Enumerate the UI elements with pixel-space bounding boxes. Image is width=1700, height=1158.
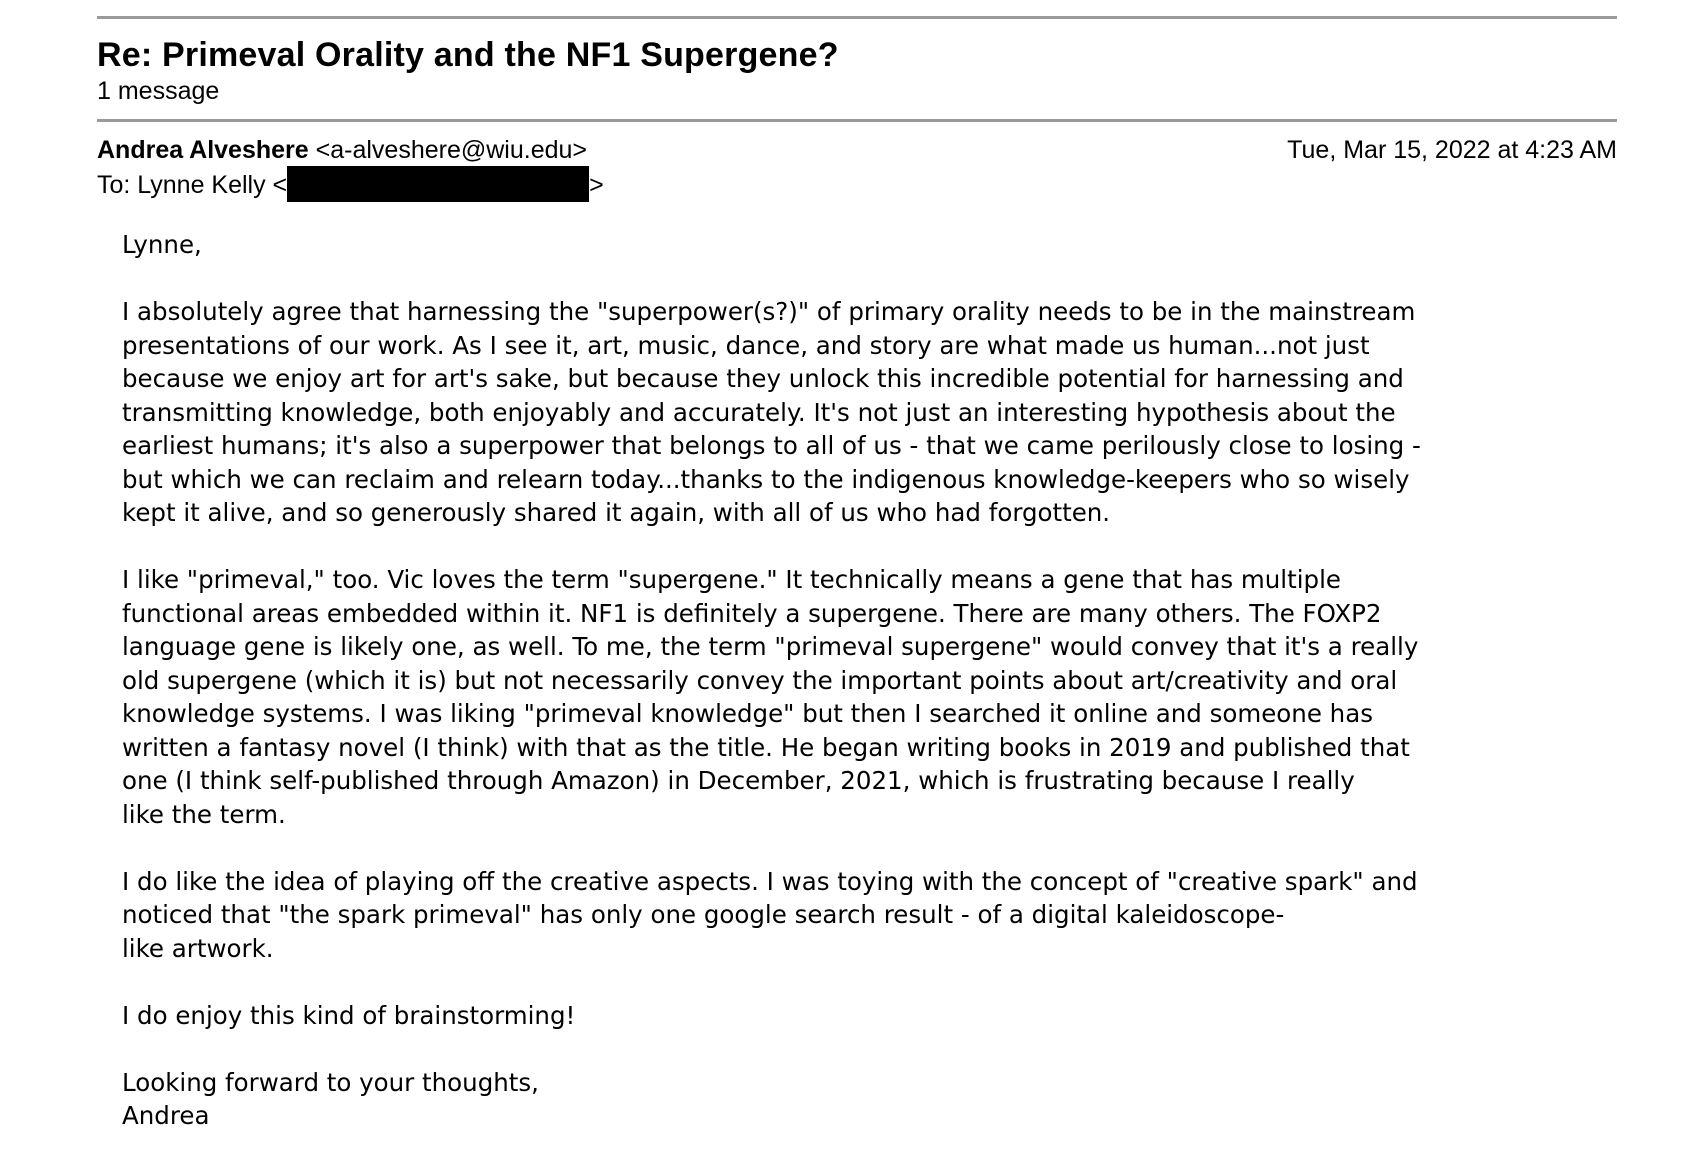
greeting: Lynne, [122, 230, 202, 259]
redaction-block [287, 166, 589, 202]
message-header [97, 134, 1617, 202]
top-divider [97, 16, 1617, 19]
email-printout [97, 0, 1617, 1133]
message-count: 1 message [97, 77, 220, 105]
body-paragraph: I absolutely agree that harnessing the "superpower(s?)" of primary orality needs to be in the mainstream presentations of our work. As I see it, art, music, dance, and story are what made us human...not just because we enjoy art for art's sake, but because they unlock this incredible potential for harnessing and transmitting knowledge, both enjoyably and accurately. It's not just an interesting hypothesis about the earliest humans; it's also a superpower that belongs to all of us - that we came perilously close to losing - but which we can reclaim and relearn today...thanks to the indigenous knowledge-keepers who so wisely kept it alive, and so generously shared it again, with all of us who had forgotten. [122, 297, 1421, 527]
recipient-line [97, 166, 1617, 202]
email-subject: Re: Primeval Orality and the NF1 Supergene? [97, 36, 839, 74]
body-paragraph: I do enjoy this kind of brainstorming! [122, 1000, 576, 1030]
body-paragraph: I like "primeval," too. Vic loves the term "supergene." It technically means a gene that has multiple functional areas embedded within it. NF1 is definitely a supergene. There are many others. The FOXP2 language gene is likely one, as well. To me, the term "primeval supergene" would convey that it's a really old supergene (which it is) but not necessarily convey the important points about art/creativity and oral knowledge systems. I was liking "primeval knowledge" but then I searched it online and someone has written a fantasy novel (I think) with that as the title. He began writing books in 2019 and published that one (I think self-published through Amazon) in December, 2021, which is frustrating because I really like the term. [122, 565, 1419, 829]
header-divider [97, 119, 1617, 122]
message-body [122, 228, 1622, 1133]
sender-email[interactable]: <a-alveshere@wiu.edu> [315, 136, 587, 164]
body-paragraph: I do like the idea of playing off the creative aspects. I was toying with the concept of "creative spark" and noticed that "the spark primeval" has only one google search result - of a digital kaleidoscope- like artwork. [122, 866, 1418, 963]
message-date: Tue, Mar 15, 2022 at 4:23 AM [1287, 136, 1617, 164]
signature: Looking forward to your thoughts, Andrea [122, 1067, 539, 1130]
sender-name: Andrea Alveshere [97, 136, 309, 164]
recipient-suffix: > [589, 171, 604, 199]
recipient-prefix: To: Lynne Kelly < [97, 171, 288, 199]
